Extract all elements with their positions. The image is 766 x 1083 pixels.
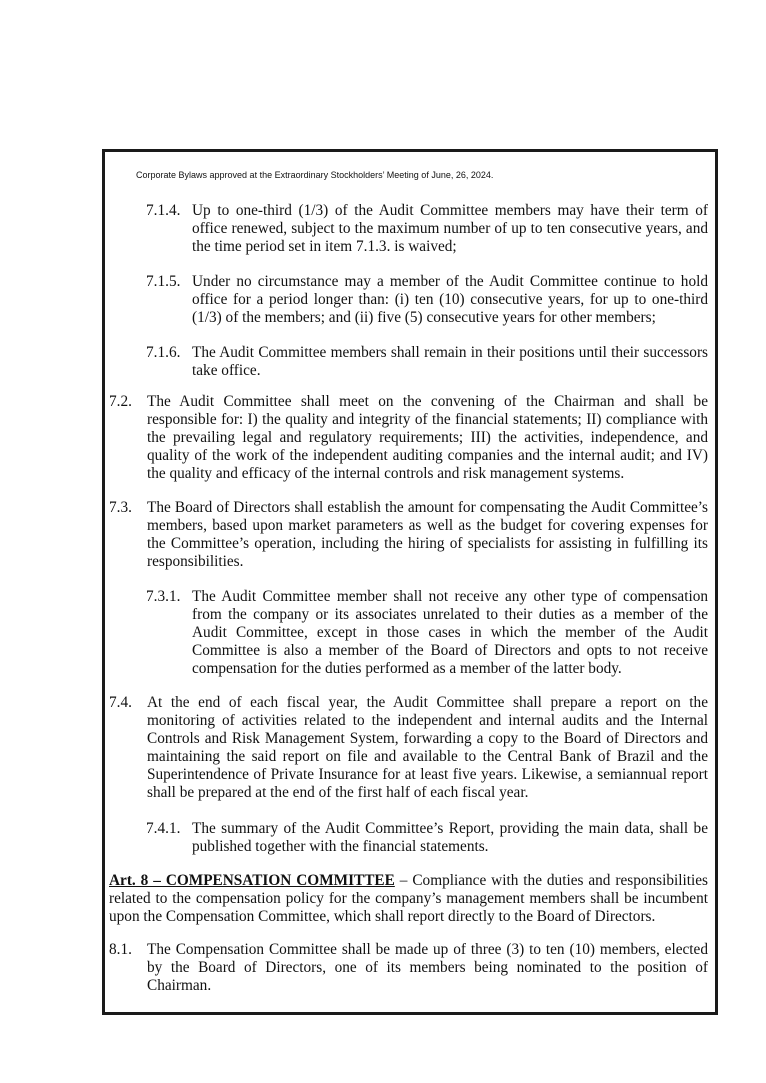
clause-number: 8.1. bbox=[109, 941, 132, 958]
clause-8-1 bbox=[109, 941, 708, 995]
clause-text: The Audit Committee member shall not receive any other type of compensation from the company or its associates unrelated to their duties as a member of the Audit Committee, except in those cases in which the member of the Audit Committee is also a member of the Board of Directors and opts to not receive compensation for the duties performed as a member of the latter body. bbox=[192, 588, 708, 677]
clause-number: 7.3.1. bbox=[146, 588, 181, 605]
clause-7-2 bbox=[109, 393, 708, 483]
clause-text: The Audit Committee members shall remain in their positions until their successors take office. bbox=[192, 344, 708, 379]
clause-text: At the end of each fiscal year, the Audit Committee shall prepare a report on the monitoring of activities related to the independent and internal audits and the Internal Controls and Risk Management System, forwarding a copy to the Board of Directors and maintaining the said report on file and available to the Central Bank of Brazil and the Superintendence of Private Insurance for at least five years. Likewise, a semiannual report shall be prepared at the end of the first half of each fiscal year. bbox=[147, 694, 708, 801]
article-title: Art. 8 – COMPENSATION COMMITTEE bbox=[109, 872, 395, 889]
page-header: Corporate Bylaws approved at the Extraordinary Stockholders’ Meeting of June, 26, 2024. bbox=[136, 170, 494, 180]
clause-text: The Board of Directors shall establish the amount for compensating the Audit Committee’s members, based upon market parameters as well as the budget for covering expenses for the Committee’s operation, including the hiring of specialists for assisting in fulfilling its responsibilities. bbox=[147, 499, 708, 570]
clause-text: The Compensation Committee shall be made up of three (3) to ten (10) members, elected by the Board of Directors, one of its members being nominated to the position of Chairman. bbox=[147, 941, 708, 994]
clause-7-1-5 bbox=[146, 273, 708, 327]
clause-number: 7.2. bbox=[109, 393, 132, 410]
clause-number: 7.1.6. bbox=[146, 344, 181, 361]
clause-7-3-1 bbox=[146, 588, 708, 678]
article-text: – Compliance with the duties and responsibilities related to the compensation policy for the company’s management members shall be incumbent upon the Compensation Committee, which shall report directly to the Board of Directors. bbox=[109, 872, 709, 925]
clause-number: 7.1.5. bbox=[146, 273, 181, 290]
clause-text: The Audit Committee shall meet on the convening of the Chairman and shall be responsible for: I) the quality and integrity of the financial statements; II) compliance with the prevailing legal and regulatory requirements; III) the activities, independence, and quality of the work of the independent auditing companies and the internal audit; and IV) the quality and efficacy of the internal controls and risk management systems. bbox=[147, 393, 708, 482]
clause-text: Under no circumstance may a member of the Audit Committee continue to hold office for a period longer than: (i) ten (10) consecutive years, for up to one-third (1/3) of the members; and (ii) five (5) consecutive years for other members; bbox=[192, 273, 708, 326]
clause-7-4 bbox=[109, 694, 708, 802]
clause-7-1-6 bbox=[146, 344, 708, 380]
clause-7-3 bbox=[109, 499, 708, 571]
clause-number: 7.1.4. bbox=[146, 202, 181, 219]
clause-number: 7.4.1. bbox=[146, 820, 181, 837]
clause-7-4-1 bbox=[146, 820, 708, 856]
clause-7-1-4 bbox=[146, 202, 708, 256]
clause-text: The summary of the Audit Committee’s Report, providing the main data, shall be published together with the financial statements. bbox=[192, 820, 708, 855]
clause-text: Up to one-third (1/3) of the Audit Committee members may have their term of office renewed, subject to the maximum number of up to ten consecutive years, and the time period set in item 7.1.3. is waived; bbox=[192, 202, 708, 255]
clause-number: 7.4. bbox=[109, 694, 132, 711]
clause-number: 7.3. bbox=[109, 499, 132, 516]
article-8 bbox=[109, 872, 708, 926]
